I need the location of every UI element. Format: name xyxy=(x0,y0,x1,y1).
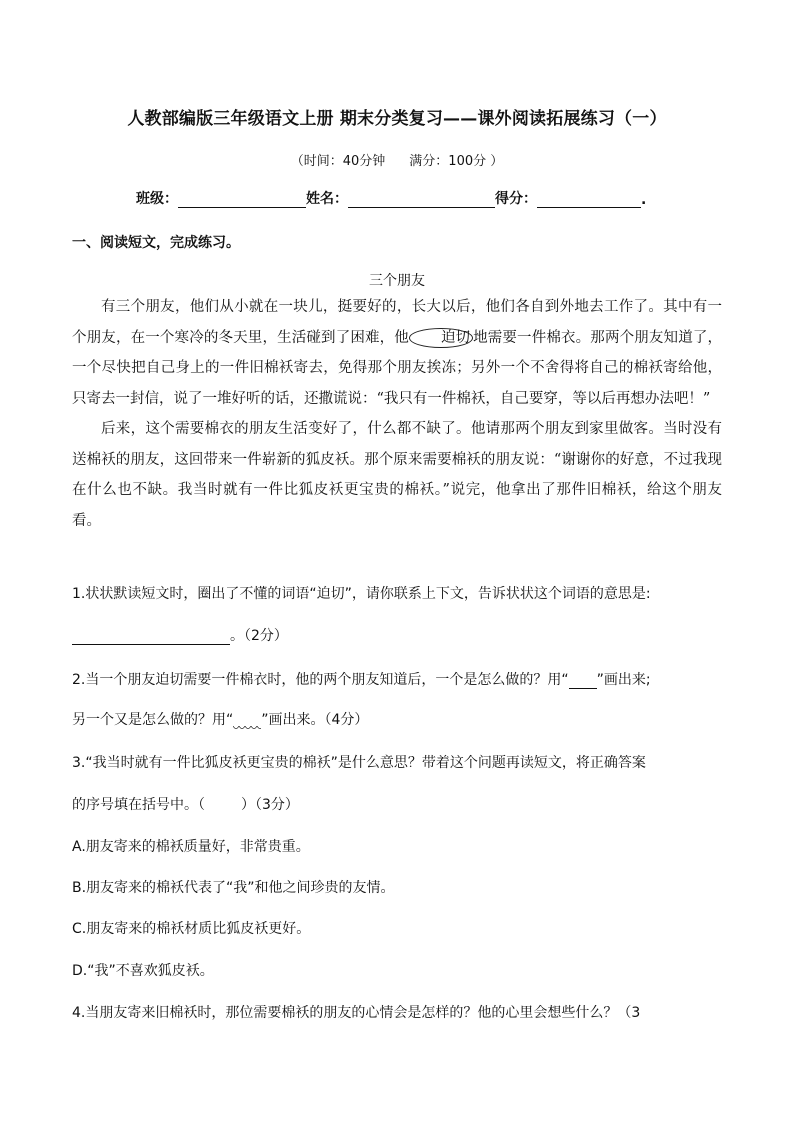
question-4-line-1: 4.当朋友寄来旧棉袄时，那位需要棉袄的朋友的心情会是怎样的？他的心里会想些什么？（3 xyxy=(72,1005,641,1021)
question-2-line-1: 2.当一个朋友迫切需要一件棉衣时，他的两个朋友知道后，一个是怎么做的？用“ ”画出来; xyxy=(72,672,651,688)
circled-word: 迫切 xyxy=(409,328,473,348)
end-mark: . xyxy=(641,192,647,208)
option-d: D.“我”不喜欢狐皮袄。 xyxy=(72,963,214,979)
time-limit: （时间：40分钟 xyxy=(290,154,386,169)
question-3-line-1: 3.“我当时就有一件比狐皮袄更宝贵的棉袄”是什么意思？带着这个问题再读短文，将正确答案 xyxy=(72,755,646,771)
question-1-line-2: 。（2分） xyxy=(72,625,288,645)
story-text xyxy=(72,292,722,536)
score-blank[interactable] xyxy=(537,189,641,208)
section-heading: 一、阅读短文，完成练习。 xyxy=(72,235,240,251)
story-paragraph-2: 后来，这个需要棉衣的朋友生活变好了，什么都不缺了。他请那两个朋友到家里做客。当时没有送棉袄的朋友，这回带来一件崭新的狐皮袄。那个原来需要棉袄的朋友说：“谢谢你的好意，不过我现在什么也不缺。我当时就有一件比狐皮袄更宝贵的棉袄。”说完，他拿出了那件旧棉袄，给这个朋友看。 xyxy=(72,421,722,529)
story-title: 三个朋友 xyxy=(369,273,425,289)
question-2-line-2: 另一个又是怎么做的？用“ ”画出来。（4分） xyxy=(72,712,369,728)
score-label: 得分： xyxy=(495,191,537,207)
question-3-line-2: 的序号填在括号中。（ ）（3分） xyxy=(72,797,299,813)
class-blank[interactable] xyxy=(178,189,306,208)
class-label: 班级： xyxy=(136,191,178,207)
option-a: A.朋友寄来的棉袄质量好，非常贵重。 xyxy=(72,839,310,855)
wavy-line-mark xyxy=(233,715,261,729)
story-paragraph-1: 有三个朋友，他们从小就在一块儿，挺要好的，长大以后，他们各自到外地去工作了。其中有一个朋友，在一个寒冷的冬天里，生活碰到了困难，他 迫切 地需要一件棉衣。那两个朋友知道了，一个尽快把自己身上的一件旧棉袄寄去，免得那个朋友挨冻；另外一个不舍得将自己的棉袄寄给他，只寄去一封信，说了一堆好听的话，还撒谎说：“我只有一件棉袄，自己要穿，等以后再想办法吧！” xyxy=(72,299,723,407)
student-info-row xyxy=(136,188,696,212)
option-c: C.朋友寄来的棉袄材质比狐皮袄更好。 xyxy=(72,921,311,937)
name-label: 姓名： xyxy=(306,191,348,207)
question-1-line-1: 1.状状默读短文时，圈出了不懂的词语“迫切”，请你联系上下文，告诉状状这个词语的意思是: xyxy=(72,586,651,602)
straight-line-mark xyxy=(569,674,597,689)
full-score: 满分：100分 ） xyxy=(409,154,504,169)
name-blank[interactable] xyxy=(348,189,495,208)
answer-blank[interactable] xyxy=(72,628,230,645)
page-title: 人教部编版三年级语文上册 期末分类复习——课外阅读拓展练习（一） xyxy=(127,109,667,129)
exam-meta xyxy=(0,150,794,169)
option-b: B.朋友寄来的棉袄代表了“我”和他之间珍贵的友情。 xyxy=(72,880,395,896)
